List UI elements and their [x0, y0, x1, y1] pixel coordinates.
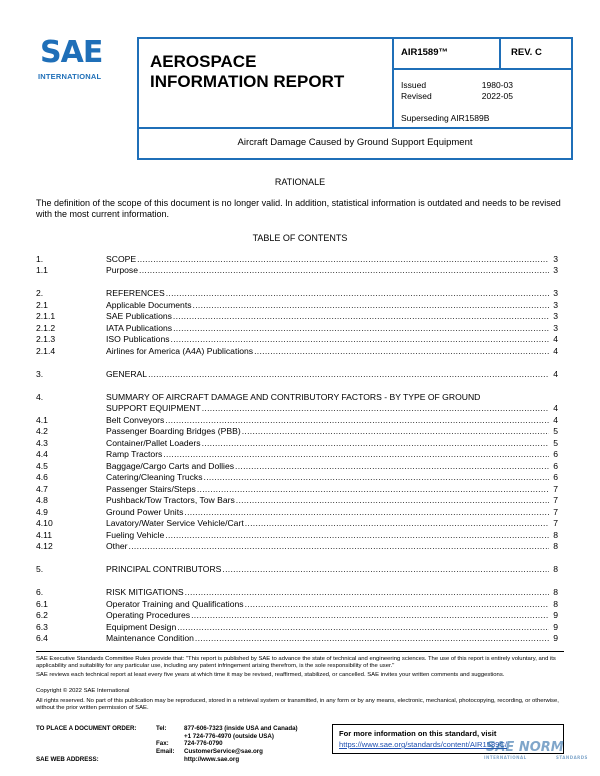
toc-leader-dots	[166, 288, 549, 299]
toc-entry-number: 6.3	[36, 621, 48, 632]
document-dates: Issued 1980-03 Revised 2022-05	[401, 80, 513, 101]
toc-entry-number: 4.5	[36, 460, 48, 471]
sae-logo	[36, 36, 126, 88]
toc-entry[interactable]	[36, 633, 558, 645]
document-number: AIR1589™	[401, 47, 448, 58]
issued-date: 1980-03	[481, 80, 513, 90]
toc-leader-dots	[245, 518, 549, 529]
toc-leader-dots	[163, 449, 549, 460]
toc-leader-dots	[184, 507, 549, 518]
document-type: AEROSPACE INFORMATION REPORT	[150, 52, 345, 91]
toc-leader-dots	[139, 265, 549, 276]
toc-entry-number: 4.7	[36, 483, 48, 494]
toc-entry-title: Lavatory/Water Service Vehicle/Cart	[106, 518, 244, 528]
toc-entry-title: SUPPORT EQUIPMENT	[106, 403, 201, 413]
rationale-text: The definition of the scope of this document is no longer valid. In addition, statistical information is outdated and needs to be revised with the most current information.	[36, 198, 561, 219]
toc-entry[interactable]	[36, 598, 558, 610]
table-of-contents	[36, 253, 558, 644]
toc-entry-page: 8	[553, 598, 558, 609]
footer-review: SAE reviews each technical report at least every five years at which time it may be revised, reaffirmed, stabilized, or cancelled. SAE invites your written comments and suggestions.	[36, 672, 505, 678]
toc-entry[interactable]	[36, 472, 558, 484]
toc-entry-page: 3	[553, 265, 558, 275]
toc-entry-page: 6	[553, 449, 558, 459]
phone-usa: 877-606-7323 (inside USA and Canada)	[184, 725, 298, 732]
toc-entry-title: SCOPE	[106, 253, 137, 264]
toc-entry-page: 9	[553, 621, 558, 632]
toc-leader-dots	[222, 564, 549, 575]
toc-leader-dots	[245, 599, 549, 610]
toc-leader-dots	[165, 415, 549, 426]
superseding-note: Superseding AIR1589B	[401, 113, 490, 123]
toc-leader-dots	[193, 300, 549, 311]
footer-policy: SAE Executive Standards Committee Rules provide that: "This report is published by SAE to advance the state of technical and engineering sciences. The use of this report is entirely voluntary, and its applicability and suitability for any particular use, including any patent infringement arising therefrom, is the sole responsibility of the user."	[36, 656, 556, 670]
document-header	[137, 37, 573, 160]
toc-entry-title: Equipment Design	[106, 621, 177, 632]
toc-leader-dots	[202, 438, 549, 449]
toc-entry-page: 5	[553, 437, 558, 448]
toc-leader-dots	[177, 622, 549, 633]
toc-entry-title: Passenger Boarding Bridges (PBB)	[106, 426, 241, 436]
toc-entry-title: Ground Power Units	[106, 506, 184, 517]
toc-entry-title: Maintenance Condition	[106, 633, 194, 643]
toc-entry[interactable]	[36, 449, 558, 461]
toc-entry-number: 4.11	[36, 529, 53, 540]
toc-entry-page: 3	[553, 322, 558, 333]
toc-entry-title: Belt Conveyors	[106, 414, 165, 425]
toc-entry[interactable]	[36, 288, 558, 300]
toc-leader-dots	[242, 426, 549, 437]
toc-leader-dots	[236, 495, 549, 506]
toc-entry-page: 6	[553, 460, 558, 471]
toc-entry-title: Operator Training and Qualifications	[106, 598, 244, 609]
toc-entry-number: 4.12	[36, 541, 53, 551]
logo-subtext: INTERNATIONAL	[38, 72, 102, 81]
toc-entry-number: 4.4	[36, 449, 48, 459]
toc-entry-title: GENERAL	[106, 368, 148, 379]
toc-entry-page: 8	[553, 529, 558, 540]
toc-entry-number: 4.3	[36, 437, 48, 448]
toc-entry[interactable]	[36, 368, 558, 380]
footer-divider	[36, 651, 564, 652]
phone-intl: +1 724-776-4970 (outside USA)	[184, 732, 274, 740]
document-subject: Aircraft Damage Caused by Ground Support Equipment	[237, 137, 473, 148]
toc-leader-dots	[202, 403, 549, 414]
toc-entry-title: SUMMARY OF AIRCRAFT DAMAGE AND CONTRIBUTORY FACTORS - BY TYPE OF GROUND	[106, 391, 481, 402]
toc-entry-page: 4	[553, 345, 558, 356]
toc-entry[interactable]	[36, 334, 558, 346]
toc-entry-page: 4	[553, 403, 558, 413]
toc-leader-dots	[195, 633, 549, 644]
footer-copyright: Copyright © 2022 SAE International	[36, 688, 130, 694]
toc-entry-number: 4.1	[36, 414, 48, 425]
toc-entry[interactable]	[36, 437, 558, 449]
toc-entry-title: SAE Publications	[106, 311, 172, 321]
toc-entry-number: 2.	[36, 288, 44, 298]
toc-entry-title: RISK MITIGATIONS	[106, 587, 184, 597]
toc-entry-number: 2.1.3	[36, 334, 56, 344]
toc-leader-dots	[173, 311, 549, 322]
toc-entry-number: 1.	[36, 253, 44, 264]
toc-entry-number: 2.1	[36, 299, 48, 310]
toc-entry-title: Airlines for America (A4A) Publications	[106, 345, 254, 356]
toc-entry-number: 4.2	[36, 426, 48, 436]
toc-entry-page: 6	[553, 472, 558, 482]
toc-entry[interactable]	[36, 587, 558, 599]
toc-leader-dots	[235, 461, 549, 472]
toc-entry[interactable]	[36, 460, 558, 472]
toc-entry-number: 6.1	[36, 598, 48, 609]
toc-entry-title: Container/Pallet Loaders	[106, 437, 201, 448]
toc-entry-page: 8	[553, 541, 558, 551]
revision-label: REV. C	[511, 47, 542, 58]
toc-entry-number: 4.8	[36, 495, 48, 505]
toc-entry-number: 6.4	[36, 633, 48, 643]
revised-date: 2022-05	[481, 91, 513, 101]
toc-entry-number: 2.1.4	[36, 345, 56, 356]
toc-entry-page: 3	[553, 288, 558, 298]
toc-entry-number: 2.1.1	[36, 311, 56, 321]
fax-number: 724-776-0790	[184, 740, 223, 748]
toc-entry-page: 7	[553, 506, 558, 517]
standard-link[interactable]: https://www.sae.org/standards/content/AIR1589C/	[339, 740, 507, 749]
toc-entry-title: PRINCIPAL CONTRIBUTORS	[106, 564, 222, 574]
toc-heading: TABLE OF CONTENTS	[252, 233, 348, 243]
toc-leader-dots	[197, 484, 549, 495]
toc-entry[interactable]	[36, 610, 558, 622]
more-info-title: For more information on this standard, visit	[339, 729, 497, 738]
toc-entry-number: 1.1	[36, 265, 48, 275]
toc-entry-page: 3	[553, 311, 558, 321]
toc-entry-page: 7	[553, 495, 558, 505]
footer-rights: All rights reserved. No part of this publication may be reproduced, stored in a retrieval system or transmitted, in any form or by any means, electronic, mechanical, photocopying, recording, or otherwise, without the prior written permission of SAE.	[36, 698, 559, 712]
toc-leader-dots	[137, 254, 549, 265]
toc-entry-page: 8	[553, 564, 558, 574]
toc-leader-dots	[165, 530, 549, 541]
toc-leader-dots	[185, 587, 549, 598]
toc-entry-page: 3	[553, 299, 558, 310]
toc-entry-page: 9	[553, 610, 558, 620]
toc-entry-number: 2.1.2	[36, 322, 56, 333]
toc-entry-title: Pushback/Tow Tractors, Tow Bars	[106, 495, 235, 505]
toc-entry-page: 9	[553, 633, 558, 643]
toc-entry[interactable]	[36, 403, 558, 415]
toc-entry[interactable]	[36, 414, 558, 426]
toc-entry[interactable]	[36, 506, 558, 518]
toc-leader-dots	[148, 369, 549, 380]
toc-entry[interactable]	[36, 564, 558, 576]
toc-leader-dots	[191, 610, 549, 621]
toc-entry-page: 8	[553, 587, 558, 597]
toc-entry-page: 4	[553, 334, 558, 344]
toc-leader-dots	[171, 334, 549, 345]
toc-entry-page: 3	[553, 253, 558, 264]
logo-mark: SAE	[40, 35, 103, 70]
toc-entry-title: Baggage/Cargo Carts and Dollies	[106, 460, 235, 471]
toc-entry-page: 7	[553, 483, 558, 494]
toc-entry-number: 6.2	[36, 610, 48, 620]
toc-leader-dots	[204, 472, 550, 483]
watermark: SAE NORM INTERNATIONAL STANDARDS	[484, 740, 588, 760]
toc-entry[interactable]	[36, 483, 558, 495]
toc-entry[interactable]	[36, 265, 558, 277]
toc-entry[interactable]	[36, 529, 558, 541]
toc-entry-number: 4.10	[36, 518, 53, 528]
toc-entry-title: ISO Publications	[106, 334, 170, 344]
toc-entry-title: Fueling Vehicle	[106, 529, 165, 540]
toc-entry-title: Passenger Stairs/Steps	[106, 483, 196, 494]
rationale-heading: RATIONALE	[274, 177, 326, 187]
toc-entry-title: REFERENCES	[106, 288, 165, 298]
toc-entry-title: Other	[106, 541, 128, 551]
toc-entry-number: 4.9	[36, 506, 48, 517]
toc-entry-number: 6.	[36, 587, 44, 597]
toc-leader-dots	[129, 541, 550, 552]
toc-leader-dots	[173, 323, 549, 334]
toc-entry[interactable]	[36, 541, 558, 553]
toc-entry-number: 4.6	[36, 472, 48, 482]
toc-entry-number: 3.	[36, 368, 44, 379]
toc-entry[interactable]	[36, 299, 558, 311]
toc-entry-title: Ramp Tractors	[106, 449, 163, 459]
toc-entry[interactable]	[36, 518, 558, 530]
toc-entry-number: 4.	[36, 391, 44, 402]
toc-entry-title: Operating Procedures	[106, 610, 191, 620]
toc-entry-page: 7	[553, 518, 558, 528]
email-address[interactable]: CustomerService@sae.org	[184, 747, 263, 755]
toc-entry[interactable]	[36, 311, 558, 323]
toc-entry-page: 4	[553, 414, 558, 425]
toc-entry[interactable]	[36, 391, 558, 403]
toc-entry-number: 5.	[36, 564, 44, 574]
toc-entry[interactable]	[36, 495, 558, 507]
toc-entry[interactable]	[36, 322, 558, 334]
toc-entry-page: 4	[553, 368, 558, 379]
toc-entry-page: 5	[553, 426, 558, 436]
toc-entry-title: Purpose	[106, 265, 139, 275]
toc-entry[interactable]	[36, 345, 558, 357]
toc-entry[interactable]	[36, 621, 558, 633]
web-address[interactable]: http://www.sae.org	[184, 756, 240, 763]
toc-entry-title: IATA Publications	[106, 322, 173, 333]
toc-entry[interactable]	[36, 426, 558, 438]
toc-entry-title: Applicable Documents	[106, 299, 192, 310]
toc-entry[interactable]	[36, 253, 558, 265]
toc-entry-title: Catering/Cleaning Trucks	[106, 472, 203, 482]
toc-leader-dots	[254, 346, 549, 357]
